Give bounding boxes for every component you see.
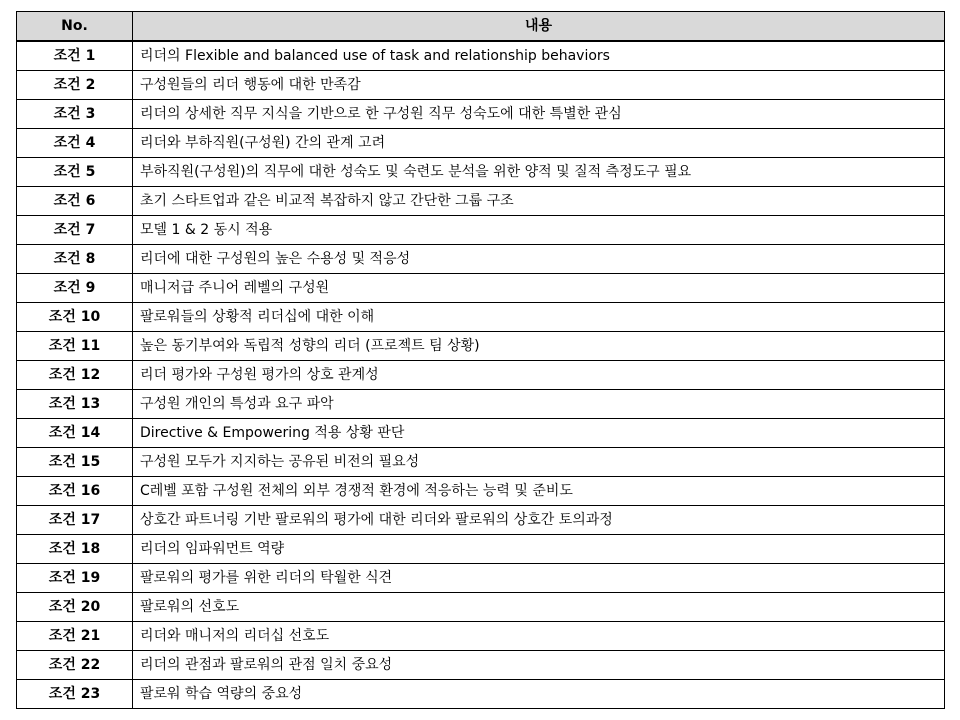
table-row (17, 535, 945, 564)
condition-number: 조건 16 (17, 477, 133, 506)
condition-number: 조건 11 (17, 332, 133, 361)
condition-content: 초기 스타트업과 같은 비교적 복잡하지 않고 간단한 그룹 구조 (133, 187, 945, 216)
table-row (17, 187, 945, 216)
condition-content: 구성원 모두가 지지하는 공유된 비전의 필요성 (133, 448, 945, 477)
condition-number: 조건 14 (17, 419, 133, 448)
header-content: 내용 (133, 12, 945, 42)
table-row (17, 506, 945, 535)
table-row (17, 651, 945, 680)
condition-number: 조건 22 (17, 651, 133, 680)
condition-number: 조건 2 (17, 71, 133, 100)
table-row (17, 361, 945, 390)
table-row (17, 390, 945, 419)
condition-number: 조건 8 (17, 245, 133, 274)
condition-content: 상호간 파트너링 기반 팔로워의 평가에 대한 리더와 팔로워의 상호간 토의과정 (133, 506, 945, 535)
condition-content: Directive & Empowering 적용 상황 판단 (133, 419, 945, 448)
condition-number: 조건 13 (17, 390, 133, 419)
table-row (17, 100, 945, 129)
condition-number: 조건 18 (17, 535, 133, 564)
condition-number: 조건 23 (17, 680, 133, 709)
table-row (17, 216, 945, 245)
table-row (17, 303, 945, 332)
condition-number: 조건 19 (17, 564, 133, 593)
condition-number: 조건 3 (17, 100, 133, 129)
condition-number: 조건 7 (17, 216, 133, 245)
condition-number: 조건 17 (17, 506, 133, 535)
table-row (17, 71, 945, 100)
condition-number: 조건 5 (17, 158, 133, 187)
condition-content: 리더의 Flexible and balanced use of task and relationship behaviors (133, 41, 945, 71)
condition-content: C레벨 포함 구성원 전체의 외부 경쟁적 환경에 적응하는 능력 및 준비도 (133, 477, 945, 506)
conditions-table-container (16, 11, 944, 709)
condition-content: 팔로워의 선호도 (133, 593, 945, 622)
condition-number: 조건 21 (17, 622, 133, 651)
condition-content: 리더의 상세한 직무 지식을 기반으로 한 구성원 직무 성숙도에 대한 특별한 관심 (133, 100, 945, 129)
table-row (17, 448, 945, 477)
condition-number: 조건 9 (17, 274, 133, 303)
table-body (17, 41, 945, 709)
condition-content: 리더와 부하직원(구성원) 간의 관계 고려 (133, 129, 945, 158)
table-row (17, 332, 945, 361)
table-row (17, 158, 945, 187)
header-row (17, 12, 945, 42)
table-row (17, 622, 945, 651)
condition-content: 구성원들의 리더 행동에 대한 만족감 (133, 71, 945, 100)
condition-content: 매니저급 주니어 레벨의 구성원 (133, 274, 945, 303)
condition-content: 리더와 매니저의 리더십 선호도 (133, 622, 945, 651)
condition-content: 팔로워 학습 역량의 중요성 (133, 680, 945, 709)
condition-content: 부하직원(구성원)의 직무에 대한 성숙도 및 숙련도 분석을 위한 양적 및 질적 측정도구 필요 (133, 158, 945, 187)
table-row (17, 680, 945, 709)
condition-number: 조건 15 (17, 448, 133, 477)
table-row (17, 129, 945, 158)
conditions-table (16, 11, 945, 709)
condition-number: 조건 6 (17, 187, 133, 216)
condition-content: 높은 동기부여와 독립적 성향의 리더 (프로젝트 팀 상황) (133, 332, 945, 361)
condition-number: 조건 20 (17, 593, 133, 622)
condition-number: 조건 12 (17, 361, 133, 390)
condition-content: 리더에 대한 구성원의 높은 수용성 및 적응성 (133, 245, 945, 274)
table-row (17, 419, 945, 448)
condition-content: 팔로워들의 상황적 리더십에 대한 이해 (133, 303, 945, 332)
condition-number: 조건 4 (17, 129, 133, 158)
condition-number: 조건 10 (17, 303, 133, 332)
table-row (17, 245, 945, 274)
table-row (17, 41, 945, 71)
table-header (17, 12, 945, 42)
condition-content: 구성원 개인의 특성과 요구 파악 (133, 390, 945, 419)
condition-content: 리더의 임파워먼트 역량 (133, 535, 945, 564)
condition-content: 팔로워의 평가를 위한 리더의 탁월한 식견 (133, 564, 945, 593)
table-row (17, 274, 945, 303)
condition-content: 모델 1 & 2 동시 적용 (133, 216, 945, 245)
condition-content: 리더의 관점과 팔로워의 관점 일치 중요성 (133, 651, 945, 680)
table-row (17, 593, 945, 622)
header-no: No. (17, 12, 133, 42)
table-row (17, 477, 945, 506)
condition-content: 리더 평가와 구성원 평가의 상호 관계성 (133, 361, 945, 390)
condition-number: 조건 1 (17, 41, 133, 71)
table-row (17, 564, 945, 593)
